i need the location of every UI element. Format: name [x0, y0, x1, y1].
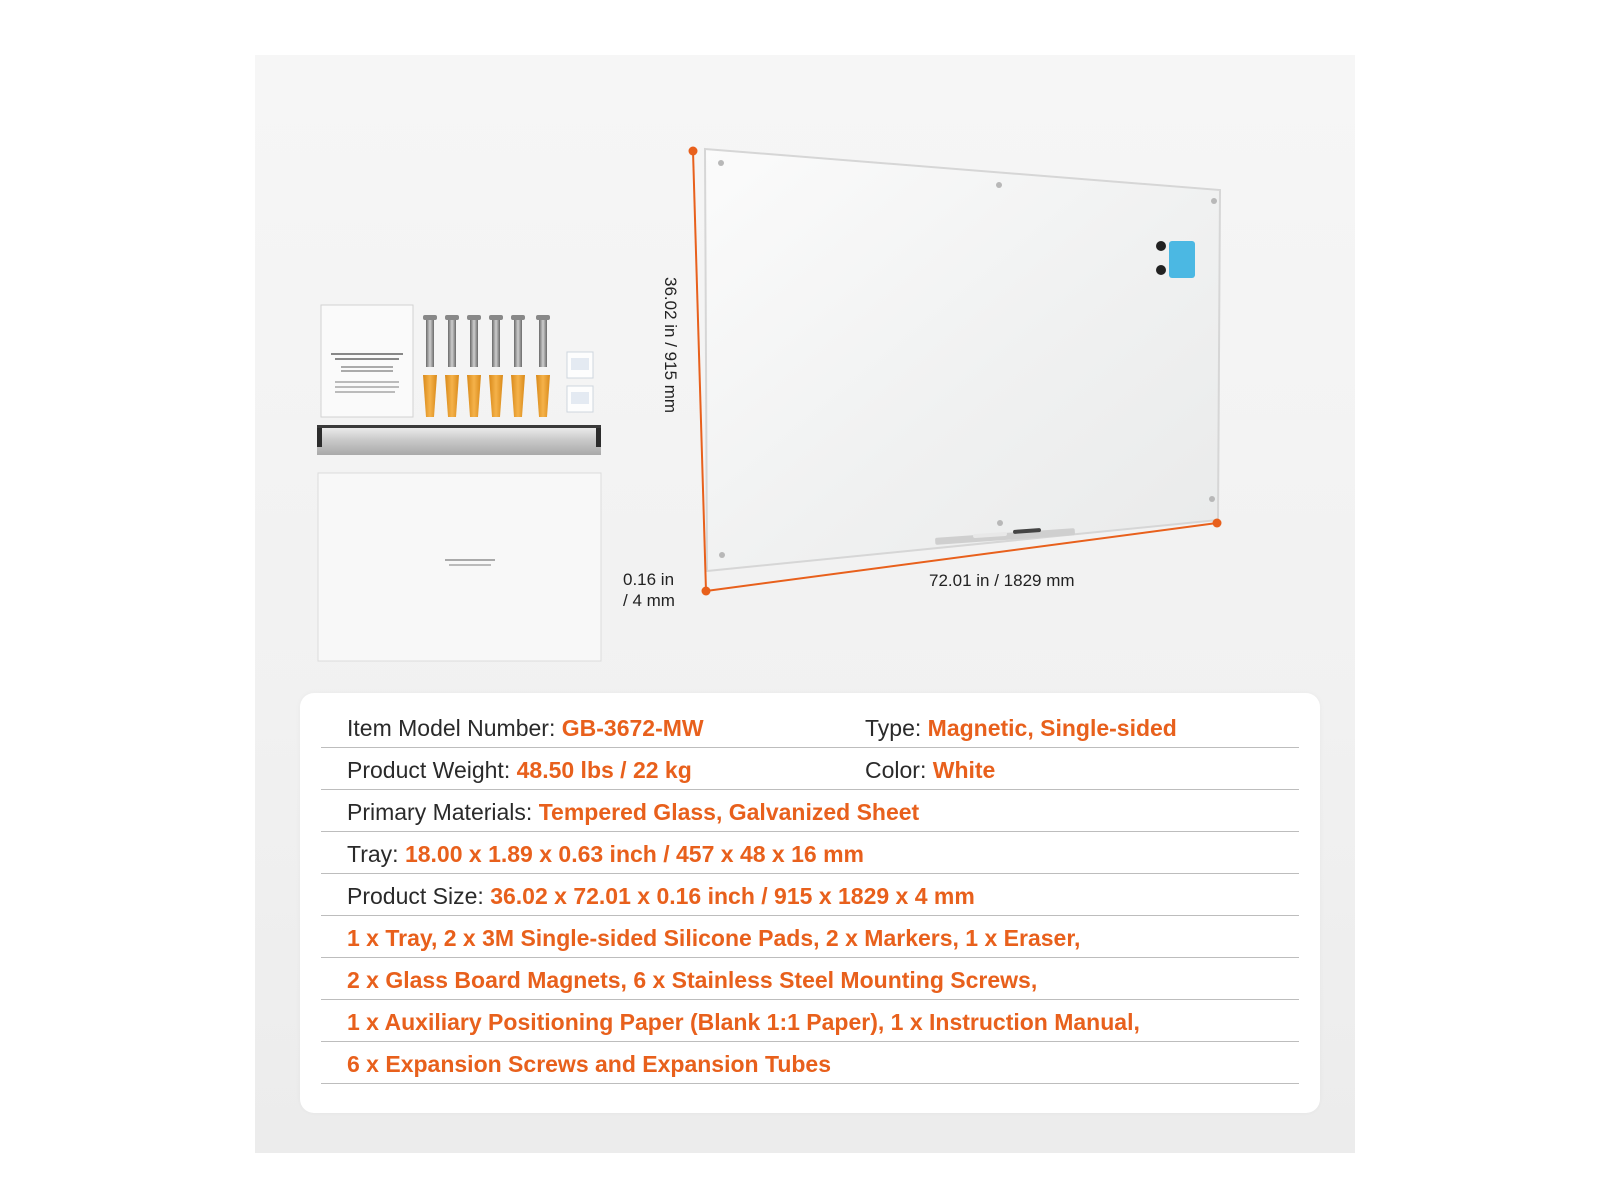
expansion-tube-icon [423, 375, 550, 417]
package-row [321, 1041, 1299, 1084]
thickness-label-line2: / 4 mm [623, 591, 675, 610]
spec-value: Tempered Glass, Galvanized Sheet [538, 799, 920, 825]
spec-value: 18.00 x 1.89 x 0.63 inch / 457 x 48 x 16 mm [404, 841, 864, 867]
positioning-paper-icon [318, 473, 601, 661]
spec-row [321, 705, 1299, 748]
spec-value: GB-3672-MW [561, 715, 704, 741]
package-line: 2 x Glass Board Magnets, 6 x Stainless Steel Mounting Screws, [347, 967, 1038, 993]
materials-spec [347, 799, 919, 826]
spec-label: Tray: [347, 841, 399, 867]
width-label: 72.01 in / 1829 mm [929, 571, 1075, 590]
silicone-pad-icon [567, 352, 593, 412]
spec-value: White [932, 757, 996, 783]
package-line: 1 x Auxiliary Positioning Paper (Blank 1:1 Paper), 1 x Instruction Manual, [347, 1009, 1140, 1035]
height-label: 36.02 in / 915 mm [661, 277, 680, 414]
spec-row [321, 747, 1299, 790]
spec-label: Product Size: [347, 883, 484, 909]
eraser-icon [1169, 241, 1195, 278]
spec-row [321, 789, 1299, 832]
specs-card [300, 693, 1320, 1113]
mounting-screw-icon [423, 315, 550, 367]
spec-value: 48.50 lbs / 22 kg [516, 757, 692, 783]
package-line: 6 x Expansion Screws and Expansion Tubes [347, 1051, 831, 1077]
thickness-label-line1: 0.16 in [623, 570, 675, 589]
package-line: 1 x Tray, 2 x 3M Single-sided Silicone Pads, 2 x Markers, 1 x Eraser, [347, 925, 1081, 951]
spec-value: Magnetic, Single-sided [927, 715, 1177, 741]
instruction-manual-icon [321, 305, 413, 417]
tray-icon [317, 425, 601, 455]
tray-spec [347, 841, 864, 868]
product-diagram [255, 55, 1355, 695]
model-spec [347, 715, 704, 742]
spec-label: Primary Materials: [347, 799, 533, 825]
weight-spec [347, 757, 692, 784]
spec-label: Item Model Number: [347, 715, 556, 741]
spec-row [321, 873, 1299, 916]
size-spec [347, 883, 975, 910]
package-row [321, 999, 1299, 1042]
package-row [321, 915, 1299, 958]
spec-label: Type: [865, 715, 922, 741]
color-spec [865, 757, 995, 784]
accessories-group [317, 305, 601, 661]
spec-label: Product Weight: [347, 757, 511, 783]
glass-whiteboard [705, 149, 1220, 571]
spec-row [321, 831, 1299, 874]
type-spec [865, 715, 1177, 742]
product-panel [255, 55, 1355, 1153]
package-row [321, 957, 1299, 1000]
spec-value: 36.02 x 72.01 x 0.16 inch / 915 x 1829 x 4 mm [490, 883, 975, 909]
spec-label: Color: [865, 757, 927, 783]
